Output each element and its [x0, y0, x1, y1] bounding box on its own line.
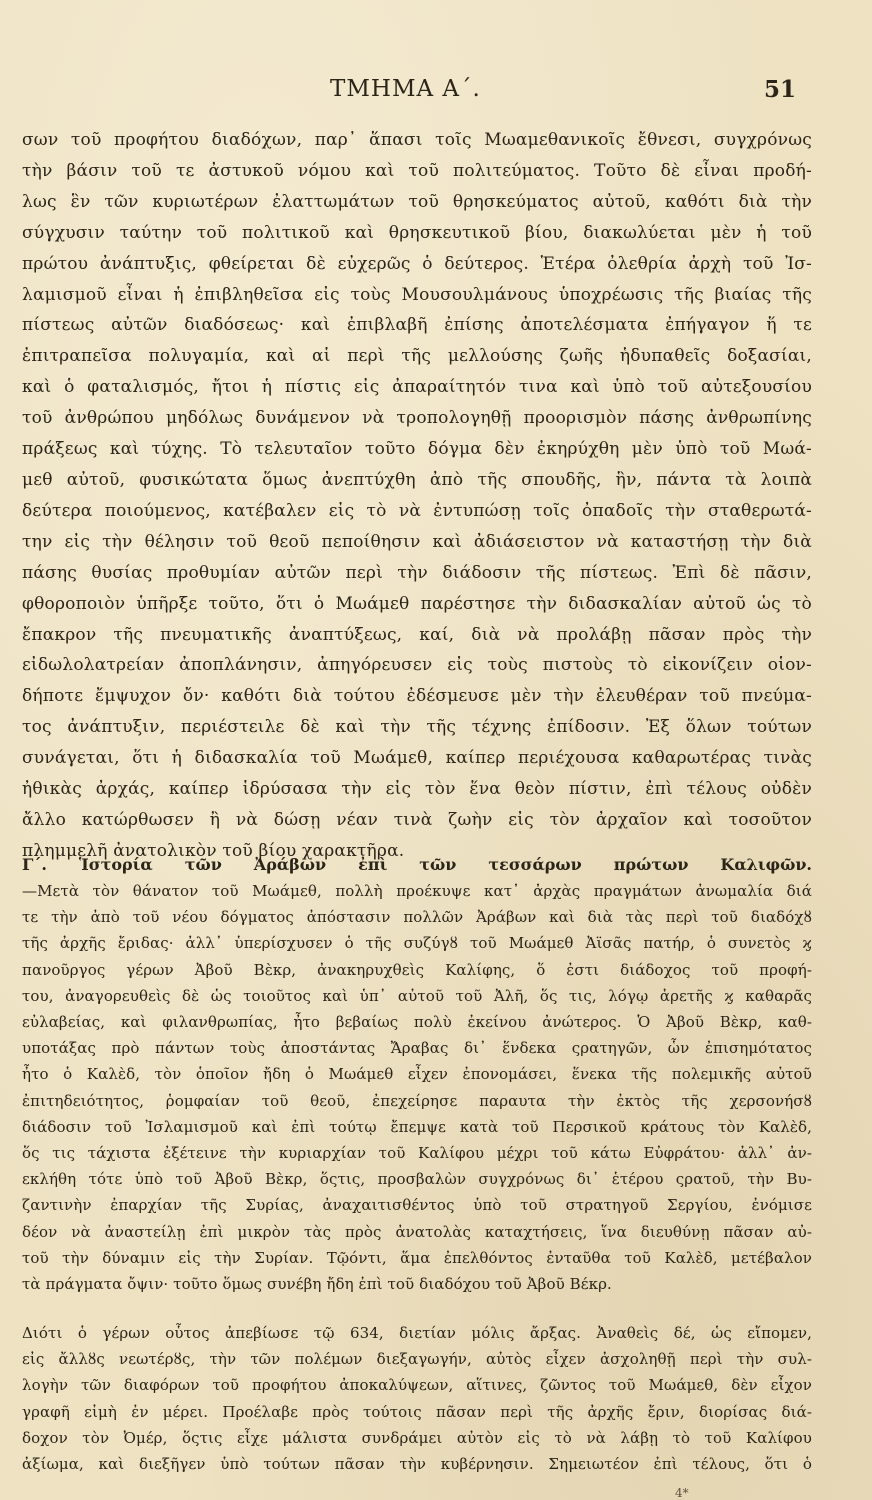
text-line: φθοροποιὸν ὑπῆρξε τοῦτο, ὅτι ὁ Μωάμεθ παρέστησε τὴν διδασκαλίαν αὐτοῦ ὡς τὸ [22, 593, 812, 614]
text-line: εἰδωλολατρείαν ἀποπλάνησιν, ἀπηγόρευσεν εἰς τοὺς πιστοὺς τὸ εἰκονίζειν οἱον- [22, 655, 812, 676]
text-line: ἀξίωμα, καὶ διεξῆγεν ὑπὸ τούτων πᾶσαν τὴν κυβέρνησιν. Σημειωτέον ἐπὶ τέλους, ὅτι ὁ [22, 1455, 812, 1474]
text-line: πάσης θυσίας προθυμίαν αὐτῶν περὶ τὴν διάδοσιν τῆς πίστεως. Ἐπὶ δὲ πᾶσιν, [22, 562, 812, 583]
text-line: τε τὴν ἀπὸ τοῦ νέου δόγματος ἀπόστασιν πολλῶν Ἀράβων καὶ διὰ τὰς περὶ τοῦ διαδόχȣ [22, 908, 812, 927]
signature-mark: 4* [675, 1486, 689, 1500]
text-line: τὴν βάσιν τοῦ τε ἀστυκοῦ νόμου καὶ τοῦ πολιτεύματος. Τοῦτο δὲ εἶναι προδή- [22, 160, 812, 181]
text-line: δήποτε ἔμψυχον ὄν· καθότι διὰ τούτου ἐδέσμευσε μὲν τὴν ἐλευθέραν τοῦ πνεύμα- [22, 686, 812, 707]
text-line: ἦτο ὁ Καλὲδ, τὸν ὁποῖον ἤδη ὁ Μωάμεθ εἶχεν ἐπονομάσει, ἕνεκα τῆς πολεμικῆς αὐτοῦ [22, 1065, 812, 1084]
text-line: ἠθικὰς ἀρχάς, καίπερ ἱδρύσασα τὴν εἰς τὸν ἕνα θεὸν πίστιν, ἐπὶ τέλους οὐδὲν [22, 779, 812, 800]
text-line: λως ἓν τῶν κυριωτέρων ἐλαττωμάτων τοῦ θρησκεύματος αὐτοῦ, καθότι διὰ τὴν [22, 191, 812, 212]
text-line: σύγχυσιν ταύτην τοῦ πολιτικοῦ καὶ θρησκευτικοῦ βίου, διακωλύεται μὲν ἡ τοῦ [22, 222, 812, 243]
text-line: πράξεως καὶ τύχης. Τὸ τελευταῖον τοῦτο δόγμα δὲν ἐκηρύχθη μὲν ὑπὸ τοῦ Μωά- [22, 439, 812, 460]
page-number: 51 [763, 76, 796, 103]
text-line: λαμισμοῦ εἶναι ἡ ἐπιβληθεῖσα εἰς τοὺς Μουσουλμάνους ὑποχρέωσις τῆς βιαίας τῆς [22, 284, 812, 305]
text-line: δέον νὰ ἀναστείλῃ ἐπὶ μικρὸν τὰς πρὸς ἀνατολὰς καταχτήσεις, ἵνα διευθύνῃ πᾶσαν αὐ- [22, 1222, 812, 1241]
text-line: ὅς τις τάχιστα ἐξέτεινε τὴν κυριαρχίαν τοῦ Καλίφου μέχρι τοῦ κάτω Εὐφράτου· ἀλλ᾽ ἀν- [22, 1144, 812, 1163]
text-line: ἐπιτηδειότητος, ῥομφαίαν τοῦ θεοῦ, ἐπεχείρησε παραυτα τὴν ἐκτὸς τῆς χερσονήσȣ [22, 1091, 812, 1110]
section-paragraph [22, 878, 812, 1297]
text-line: του, ἀναγορευθεὶς δὲ ὡς τοιοῦτος καὶ ὑπ᾽ αὐτοῦ τοῦ Ἀλῆ, ὅς τις, λόγῳ ἀρετῆς ϗ καθαρᾶς [22, 986, 812, 1005]
text-line: Διότι ὁ γέρων οὗτος ἀπεβίωσε τῷ 634, διετίαν μόλις ἄρξας. Ἀναθεὶς δέ, ὡς εἴπομεν, [22, 1324, 812, 1342]
text-line: πανοῦργος γέρων Ἀβοῦ Βὲκρ, ἀνακηρυχθεὶς Καλίφης, ὅ ἐστι διάδοχος τοῦ προφή- [22, 960, 812, 979]
text-line: τοῦ τὴν δύναμιν εἰς τὴν Συρίαν. Τῷόντι, ἅμα ἐπελθόντος ἐνταῦθα τοῦ Καλὲδ, μετέβαλον [22, 1248, 812, 1267]
text-line: μεθ αὐτοῦ, φυσικώτατα ὅμως ἀνεπτύχθη ἀπὸ τῆς σπουδῆς, ἣν, πάντα τὰ λοιπὰ [22, 469, 812, 490]
text-line: τοῦ ἀνθρώπου μηδόλως δυνάμενον νὰ τροπολογηθῇ προορισμὸν πάσης ἀνθρωπίνης [22, 408, 812, 429]
text-line: ἔπακρον τῆς πνευματικῆς ἀναπτύξεως, καί, διὰ νὰ προλάβῃ πᾶσαν πρὸς τὴν [22, 624, 812, 645]
text-line: συνάγεται, ὅτι ἡ διδασκαλία τοῦ Μωάμεθ, καίπερ περιέχουσα καθαρωτέρας τινὰς [22, 748, 812, 769]
text-line: δοχον τὸν Ὀμέρ, ὅςτις εἶχε μάλιστα συνδράμει αὐτὸν εἰς τὸ νὰ λάβῃ τὸ τοῦ Καλίφου [22, 1428, 812, 1447]
text-line: εκλήθη τότε ὑπὸ τοῦ Ἀβοῦ Βὲκρ, ὅςτις, προσβαλὼν συγχρόνως δι᾽ ἑτέρου ςρατοῦ, τὴν Βυ- [22, 1170, 812, 1189]
text-line: —Μετὰ τὸν θάνατον τοῦ Μωάμεθ, πολλὴ προέκυψε κατ᾽ ἀρχὰς πραγμάτων ἀνωμαλία διά [22, 882, 812, 900]
text-line: σων τοῦ προφήτου διαδόχων, παρ᾽ ἅπασι τοῖς Μωαμεθανικοῖς ἔθνεσι, συγχρόνως [22, 130, 812, 150]
text-line: τος ἀνάπτυξιν, περιέστειλε δὲ καὶ τὴν τῆς τέχνης ἐπίδοσιν. Ἐξ ὅλων τούτων [22, 717, 812, 738]
text-line: εἰς ἄλλȣς νεωτέρȣς, τὴν τῶν πολέμων διεξαγωγήν, αὐτὸς εἶχεν ἀσχοληθῇ περὶ τὴν συλ- [22, 1350, 812, 1369]
section-paragraph-2 [22, 1320, 812, 1477]
text-line: πλημμελῆ ἀνατολικὸν τοῦ βίου χαρακτῆρα. [22, 840, 405, 861]
text-line: ἄλλο κατώρθωσεν ἢ νὰ δώσῃ νέαν τινὰ ζωὴν εἰς τὸν ἀρχαῖον καὶ τοσοῦτον [22, 809, 812, 830]
text-line: τῆς ἀρχῆς ἔριδας· ἀλλ᾽ ὑπερίσχυσεν ὁ τῆς συζύγȣ τοῦ Μωάμεθ Ἀϊσᾶς πατήρ, ὁ συνετὸς ϗ [22, 934, 812, 953]
text-line: υποτάξας πρὸ πάντων τοὺς ἀποστάντας Ἄραβας δι᾽ ἕνδεκα ςρατηγῶν, ὧν ἐπισημότατος [22, 1039, 812, 1058]
text-line: εὐλαβείας, καὶ φιλανθρωπίας, ἦτο βεβαίως πολὺ ἐκείνου ἀνώτερος. Ὁ Ἀβοῦ Βὲκρ, καθ- [22, 1013, 812, 1032]
text-line: διάδοσιν τοῦ Ἰσλαμισμοῦ καὶ ἐπὶ τούτῳ ἔπεμψε κατὰ τοῦ Περσικοῦ κράτους τὸν Καλὲδ, [22, 1117, 812, 1136]
text-line: λογὴν τῶν διαφόρων τοῦ προφήτου ἀποκαλύψεων, αἵτινες, ζῶντος τοῦ Μωάμεθ, δὲν εἶχον [22, 1376, 812, 1395]
text-line: τὰ πράγματα ὄψιν· τοῦτο ὅμως συνέβη ἤδη ἐπὶ τοῦ διαδόχου τοῦ Ἀβοῦ Βέκρ. [22, 1275, 612, 1294]
section-heading [22, 852, 812, 878]
text-line: πρώτου ἀνάπτυξις, φθείρεται δὲ εὐχερῶς ὁ δεύτερος. Ἑτέρα ὀλεθρία ἀρχὴ τοῦ Ἰσ- [22, 253, 812, 274]
main-paragraph [22, 125, 812, 867]
text-line: γραφῆ εἰμὴ ἐν μέρει. Προέλαβε πρὸς τούτοις πᾶσαν περὶ τῆς ἀρχῆς ἔριν, διορίσας διά- [22, 1402, 812, 1421]
page-header [0, 76, 872, 106]
section-heading-text: Γ΄. Ἱστορία τῶν Ἀράβων ἐπὶ τῶν τεσσάρων πρώτων Καλιφῶν. [22, 855, 812, 874]
text-line: την εἰς τὴν θέλησιν τοῦ θεοῦ πεποίθησιν καὶ ἀδιάσειστον νὰ καταστήσῃ τὴν διὰ [22, 531, 812, 552]
text-line: καὶ ὁ φαταλισμός, ἤτοι ἡ πίστις εἰς ἀπαραίτητόν τινα καὶ ὑπὸ τοῦ αὐτεξουσίου [22, 377, 812, 398]
running-title: ΤΜΗΜΑ Α΄. [330, 76, 481, 102]
text-line: πίστεως αὐτῶν διαδόσεως· καὶ ἐπιβλαβῆ ἐπίσης ἀποτελέσματα ἐπήγαγον ἥ τε [22, 315, 812, 336]
text-line: δεύτερα ποιούμενος, κατέβαλεν εἰς τὸ νὰ ἐντυπώσῃ τοῖς ὀπαδοῖς τὴν σταθερωτά- [22, 500, 812, 521]
text-line: ἐπιτραπεῖσα πολυγαμία, καὶ αἱ περὶ τῆς μελλούσης ζωῆς ἡδυπαθεῖς δοξασίαι, [22, 346, 812, 367]
text-line: ζαντινὴν ἐπαρχίαν τῆς Συρίας, ἀναχαιτισθέντος ὑπὸ τοῦ στρατηγοῦ Σεργίου, ἐνόμισε [22, 1196, 812, 1215]
